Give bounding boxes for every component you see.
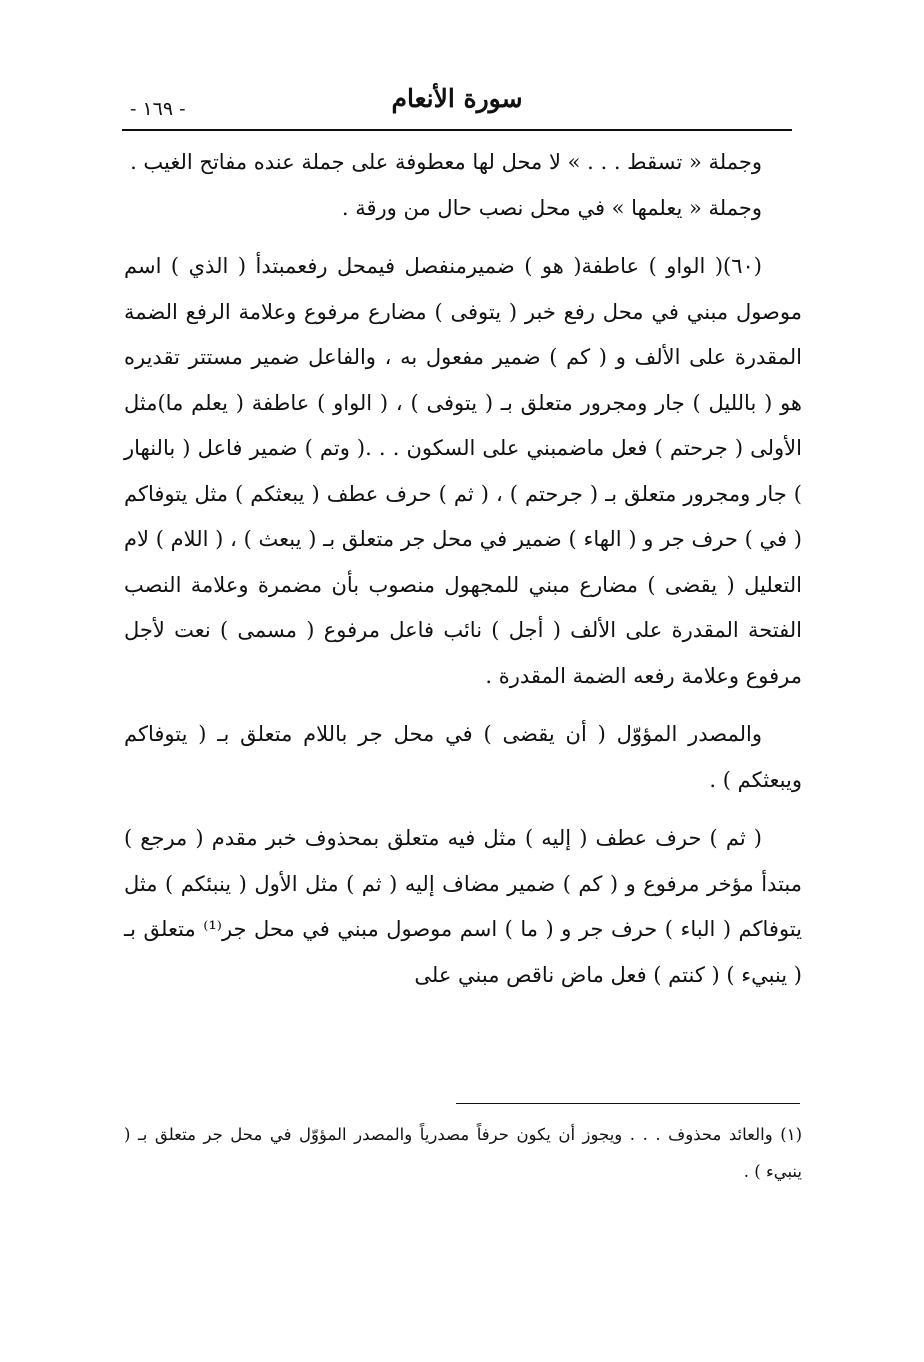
paragraph-1: وجملة « تسقط . . . » لا محل لها معطوفة على جملة عنده مفاتح الغيب . — [130, 150, 762, 174]
paragraph-3: (٦٠)( الواو ) عاطفة( هو ) ضميرمنفصل فيمحل رفعمبتدأ ( الذي ) اسم موصول مبني في محل رفع خبر ( يتوفى ) مضارع مرفوع وعلامة الرفع الضمة المقدرة على الألف و ( كم ) ضمير مفعول به ، والفاعل ضمير مستتر تقديره هو ( بالليل ) جار ومجرور متعلق بـ ( يتوفى ) ، ( الواو ) عاطفة ( يعلم ما)مثل الأولى ( جرحتم ) فعل ماضمبني على السكون . . .( وتم ) ضمير فاعل ( بالنهار ) جار ومجرور متعلق بـ ( جرحتم ) ، ( ثم ) حرف عطف ( يبعثكم ) مثل يتوفاكم ( في ) حرف جر و ( الهاء ) ضمير في محل جر متعلق بـ ( يبعث ) ، ( اللام ) لام التعليل ( يقضى ) مضارع مبني للمجهول منصوب بأن مضمرة وعلامة النصب الفتحة المقدرة على الألف ( أجل ) نائب فاعل مرفوع ( مسمى ) نعت لأجل مرفوع وعلامة رفعه الضمة المقدرة . — [124, 254, 802, 688]
paragraph-4: والمصدر المؤوّل ( أن يقضى ) في محل جر باللام متعلق بـ ( يتوفاكم ويبعثكم ) . — [124, 722, 802, 792]
footnotes — [124, 1116, 802, 1190]
paragraph-2: وجملة « يعلمها » في محل نصب حال من ورقة . — [341, 195, 762, 220]
page-number: - ١٦٩ - — [130, 98, 186, 120]
paragraph-5: ( ثم ) حرف عطف ( إليه ) مثل فيه متعلق بمحذوف خبر مقدم ( مرجع ) مبتدأ مؤخر مرفوع و ( كم ) ضمير مضاف إليه ( ثم ) مثل الأول ( ينبئكم ) مثل يتوفاكم ( الباء ) حرف جر و ( ما ) اسم موصول مبني في محل جر⁽¹⁾ متعلق بـ ( ينبيء ) ( كنتم ) فعل ماض ناقص مبني على — [124, 826, 802, 987]
footnote-1: (١) والعائد محذوف . . . ويجوز أن يكون حرفاً مصدرياً والمصدر المؤوّل في محل جر متعلق بـ ( ينبيء ) . — [124, 1125, 802, 1181]
header-rule — [122, 129, 792, 131]
running-header — [122, 80, 792, 126]
footnote-rule — [456, 1103, 800, 1104]
surah-title: سورة الأنعام — [391, 84, 523, 113]
body-text — [124, 140, 802, 998]
